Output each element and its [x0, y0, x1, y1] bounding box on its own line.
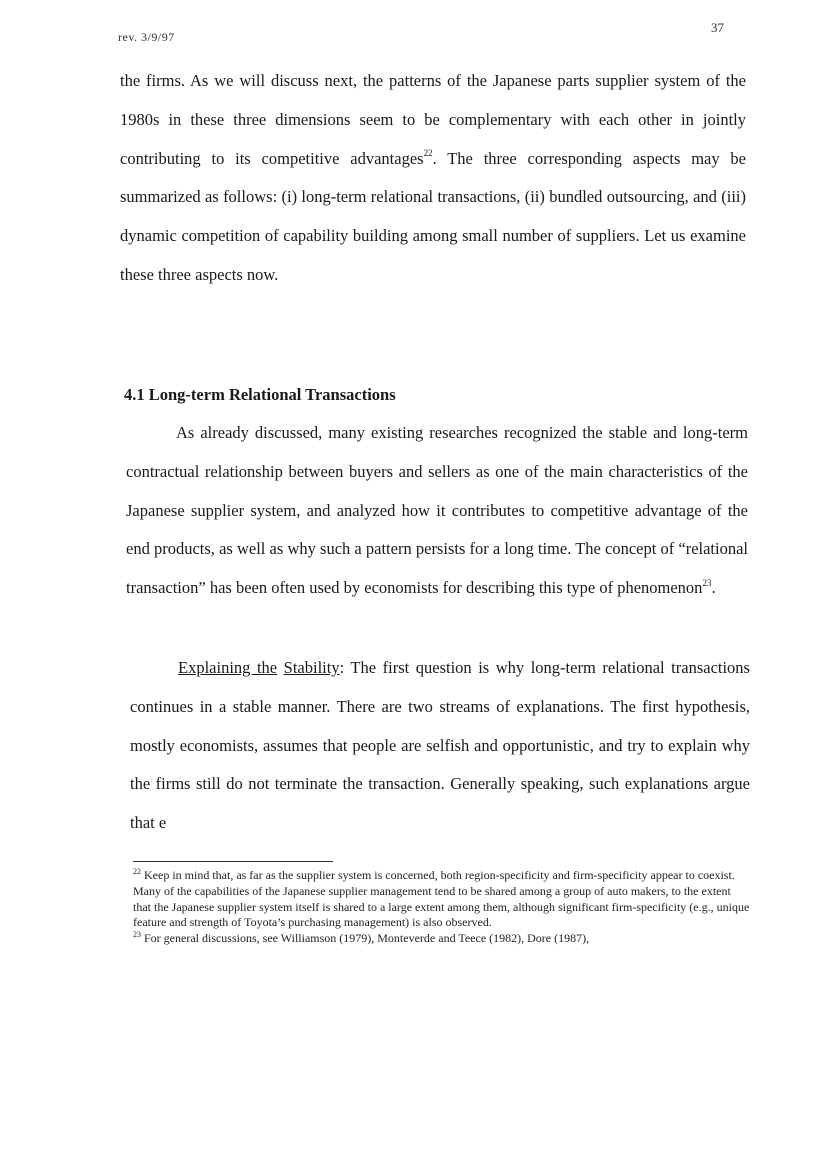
- lead-phrase: Explaining the: [178, 658, 278, 677]
- paragraph-continued: [120, 62, 746, 295]
- page-number: 37: [711, 20, 724, 35]
- section-heading: 4.1 Long-term Relational Transactions: [124, 385, 396, 404]
- footnote-ref: 22: [423, 148, 433, 159]
- footnote-text: For general discussions, see Williamson (1979), Monteverde and Teece (1982), Dore (1987),: [144, 931, 590, 946]
- lead-colon: :: [339, 658, 345, 677]
- paragraph-text: the firms. As we will discuss next, the patterns of the Japanese parts supplier system of the 1980s in these three dimensions seem to be complementary with each other in jointly contributing to its competitive advantages: [120, 71, 746, 168]
- footnotes: [133, 868, 751, 947]
- footnote-mark: 23: [133, 930, 141, 940]
- footnote-mark: 22: [133, 867, 141, 876]
- footnote-divider: [133, 861, 333, 862]
- paragraph: [130, 649, 750, 843]
- paragraph-text: .: [711, 578, 716, 598]
- paragraph: [126, 414, 748, 608]
- lead-phrase: Stability: [283, 658, 340, 677]
- paragraph-text: The first question is why long-term relational transactions continues in a stable manner. There are two streams of explanations. The first hypothesis, mostly economists, assumes that people are selfish and opportunistic, and try to explain why the firms still do not terminate the transaction. Generally speaking, such explanations argue that e: [130, 658, 750, 833]
- paragraph-text: As already discussed, many existing researches recognized the stable and long-term contractual relationship between buyers and sellers as one of the main characteristics of the Japanese supplier system, and analyzed how it contributes to competitive advantage of the end products, as well as why such a pattern persists for a long time. The concept of “relational transaction” has been often used by economists for describing this type of phenomenon: [126, 423, 748, 598]
- footnote: [133, 868, 751, 931]
- footnote-ref: 23: [702, 577, 712, 588]
- footnote-text: Keep in mind that, as far as the supplier system is concerned, both region-specificity and firm-specificity appear to coexist. Many of the capabilities of the Japanese supplier management tend to be shared among a group of auto makers, to the extent that the Japanese supplier system itself is shared to a large extent among them, although significant firm-specificity (e.g., unique feature and strength of Toyota’s purchasing management) is also observed.: [133, 868, 750, 930]
- footnote: [133, 931, 751, 947]
- paragraph-text: . The three corresponding aspects may be summarized as follows: (i) long-term relational transactions, (ii) bundled outsourcing, and (iii) dynamic competition of capability building among small number of suppliers. Let us examine these three aspects now.: [120, 148, 746, 284]
- revision-date: rev. 3/9/97: [118, 30, 175, 44]
